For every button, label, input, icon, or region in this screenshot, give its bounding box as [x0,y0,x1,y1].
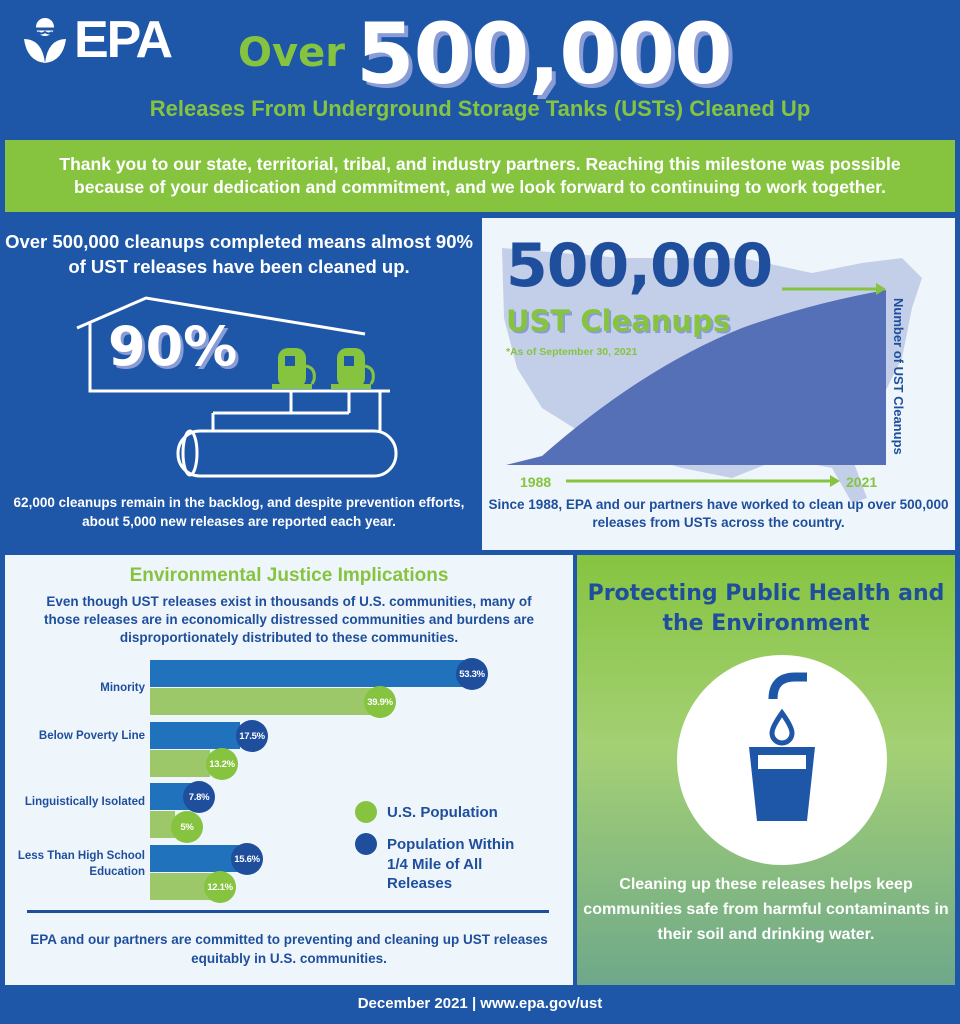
hero-number: 500,000 [356,5,732,103]
green-dot-icon [355,801,377,823]
bar-release-pop [150,660,472,687]
progress-panel [0,218,478,550]
value-badge: 53.3% [456,658,488,690]
fuel-pump-icon [272,348,314,389]
y-axis-label: Number of UST Cleanups [891,298,906,455]
category-label: Below Poverty Line [38,730,145,742]
health-title: Protecting Public Health and the Environment [587,581,945,637]
cleanups-label: UST Cleanups [506,304,731,338]
progress-headline: Over 500,000 cleanups completed means almost 90% of UST releases have been cleaned up. [5,231,473,277]
value-badge: 12.1% [204,871,236,903]
cleanups-number: 500,000 [506,231,773,301]
epa-logo [20,11,172,69]
ej-closing: EPA and our partners are committed to preventing and cleaning up UST releases equitably in U.S. communities. [30,932,548,966]
category-label: Minority [100,682,145,694]
bar-us-pop [150,750,210,777]
thanks-banner: Thank you to our state, territorial, tribal, and industry partners. Reaching this milestone was possible because of your dedication and commitment, and we look forward to continuing to work together. [5,140,955,212]
hero-over: Over [238,30,345,76]
value-badge: 39.9% [364,686,396,718]
ej-description: Even though UST releases exist in thousands of U.S. communities, many of those releases are in economically distressed communities and burdens are disproportionately distributed to these communities. [44,594,534,646]
epa-wordmark: EPA [74,11,172,69]
as-of-date: *As of September 30, 2021 [506,346,638,358]
hero-subtitle: Releases From Underground Storage Tanks (USTs) Cleaned Up [149,96,811,121]
blue-dot-icon [355,833,377,855]
cleanups-panel [482,218,955,550]
progress-percent: 90% [108,315,238,378]
divider [27,910,549,913]
bar-us-pop [150,688,380,715]
value-badge: 5% [171,811,203,843]
bar-release-pop [150,722,240,749]
category-label: Linguistically Isolated [24,796,145,808]
category-label: Less Than High School Education [17,850,145,878]
year-end: 2021 [846,474,878,490]
chart-legend [355,803,535,906]
value-badge: 13.2% [206,748,238,780]
footer: December 2021 | www.epa.gov/ust [357,995,603,1012]
legend-item-us-population: U.S. Population [355,803,535,823]
legend-item-release-population: Population Within 1/4 Mile of All Releases [355,835,535,894]
value-badge: 15.6% [231,843,263,875]
bar-release-pop [150,845,243,872]
fuel-pump-icon [331,348,373,389]
epa-flower-icon [20,15,70,65]
water-glass-icon [677,655,887,865]
value-badge: 7.8% [183,781,215,813]
health-message: Cleaning up these releases helps keep communities safe from harmful contaminants in their soil and drinking water. [583,876,949,943]
cleanups-caption: Since 1988, EPA and our partners have worked to clean up over 500,000 releases from USTs across the country. [488,497,949,531]
ej-title: Environmental Justice Implications [129,565,449,586]
health-panel [577,555,955,985]
year-start: 1988 [520,474,552,490]
progress-footnote: 62,000 cleanups remain in the backlog, and despite prevention efforts, about 5,000 new releases are reported each year. [13,495,465,529]
value-badge: 17.5% [236,720,268,752]
ej-panel [5,555,573,985]
